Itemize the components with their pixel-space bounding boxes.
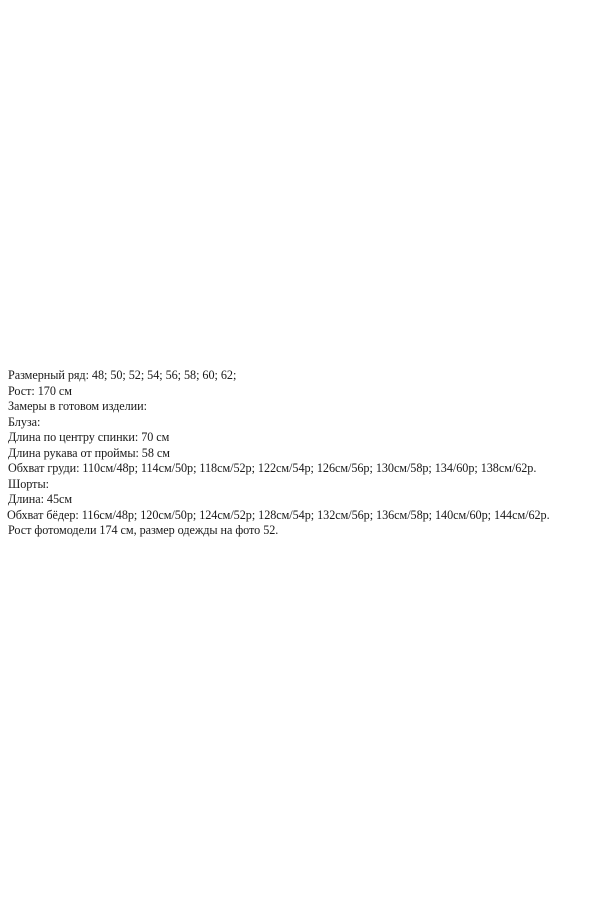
shorts-heading: Шорты: <box>8 476 49 491</box>
model-height-line: Рост фотомодели 174 см, размер одежды на фото 52. <box>8 523 279 537</box>
size-chart-text <box>8 368 600 539</box>
measurements-heading: Замеры в готовом изделии: <box>8 399 147 413</box>
chest-girth-line: Обхват груди: 110см/48р; 114см/50р; 118см/52р; 122см/54р; 126см/56р; 130см/58р; 134/60р; 138см/62р. <box>8 461 537 475</box>
size-range-line: Размерный ряд: 48; 50; 52; 54; 56; 58; 60; 62; <box>8 368 237 382</box>
height-line: Рост: 170 см <box>8 383 72 398</box>
sleeve-length-line: Длина рукава от проймы: 58 см <box>8 445 170 460</box>
shorts-length-line: Длина: 45см <box>8 492 73 506</box>
blouse-heading: Блуза: <box>8 414 41 429</box>
back-length-line: Длина по центру спинки: 70 см <box>8 430 170 444</box>
hip-girth-line: Обхват бёдер: 116см/48р; 120см/50р; 124см/52р; 128см/54р; 132см/56р; 136см/58р; 140см/60р; 144см/62р. <box>7 507 550 522</box>
